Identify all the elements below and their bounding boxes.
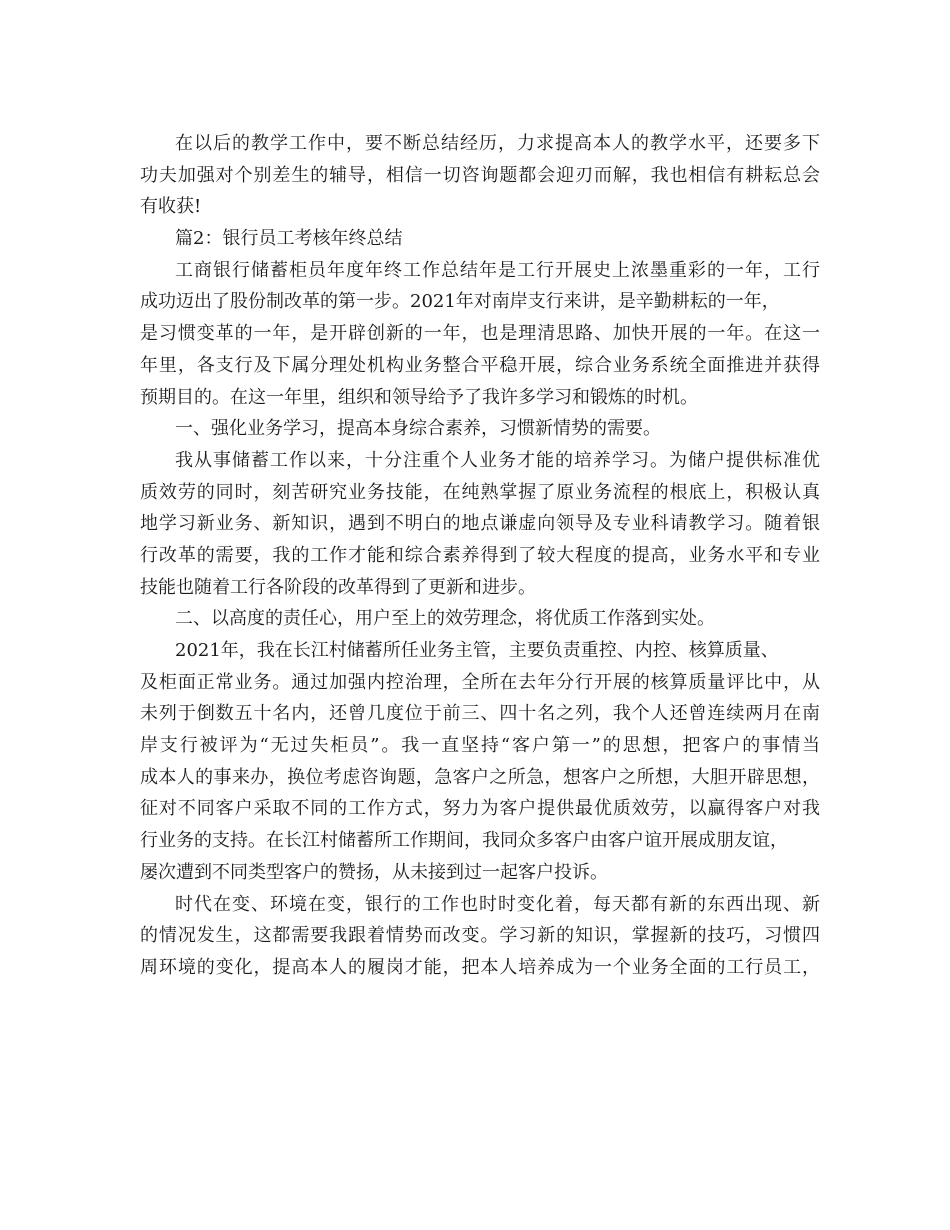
text-line: 2021年，我在长江村储蓄所任业务主管，主要负责重控、内控、核算质量、 <box>175 640 779 661</box>
text-line: 周环境的变化，提高本人的履岗才能，把本人培养成为一个业务全面的工行员工， <box>140 956 820 978</box>
text-line: 未列于倒数五十名内，还曾几度位于前三、四十名之列，我个人还曾连续两月在南 <box>140 703 820 725</box>
text-line: 技能也随着工行各阶段的改革得到了更新和进步。 <box>140 576 536 598</box>
text-line: 在以后的教学工作中，要不断总结经历，力求提高本人的教学水平，还要多下 <box>175 133 820 154</box>
text-line: 工商银行储蓄柜员年度年终工作总结年是工行开展史上浓墨重彩的一年，工行 <box>175 259 820 281</box>
text-line: 有收获! <box>140 196 202 218</box>
text-line: 时代在变、环境在变，银行的工作也时时变化着，每天都有新的东西出现、新 <box>175 893 820 915</box>
text-line: 是习惯变革的一年，是开辟创新的一年，也是理清思路、加快开展的一年。在这一 <box>140 323 820 345</box>
text-line: 成功迈出了股份制改革的第一步。2021年对南岸支行来讲，是辛勤耕耘的一年， <box>140 291 780 313</box>
text-line: 质效劳的同时，刻苦研究业务技能，在纯熟掌握了原业务流程的根底上，积极认真 <box>140 481 820 503</box>
text-line: 地学习新业务、新知识，遇到不明白的地点谦虚向领导及专业科请教学习。随着银 <box>140 513 820 535</box>
text-line: 行改革的需要，我的工作才能和综合素养得到了较大程度的提高，业务水平和专业 <box>140 544 820 566</box>
text-line: 行业务的支持。在长江村储蓄所工作期间，我同众多客户由客户谊开展成朋友谊， <box>140 830 788 852</box>
section-heading: 篇2：银行员工考核年终总结 <box>175 228 403 250</box>
text-line: 年里，各支行及下属分理处机构业务整合平稳开展，综合业务系统全面推进并获得 <box>140 354 820 376</box>
text-line: 岸支行被评为“无过失柜员”。我一直坚持“客户第一”的思想，把客户的事情当 <box>140 735 820 757</box>
text-line: 功夫加强对个别差生的辅导，相信一切咨询题都会迎刃而解，我也相信有耕耘总会 <box>140 164 820 186</box>
document-body <box>140 128 820 984</box>
text-line: 预期目的。在这一年里，组织和领导给予了我许多学习和锻炼的时机。 <box>140 386 698 408</box>
subheading: 一、强化业务学习，提高本身综合素养，习惯新情势的需要。 <box>175 418 661 440</box>
text-line: 成本人的事来办，换位考虑咨询题，急客户之所急，想客户之所想，大胆开辟思想， <box>140 766 820 788</box>
text-line: 屡次遭到不同类型客户的赞扬，从未接到过一起客户投诉。 <box>140 861 608 883</box>
text-line: 我从事储蓄工作以来，十分注重个人业务才能的培养学习。为储户提供标准优 <box>175 449 820 471</box>
text-line: 征对不同客户采取不同的工作方式，努力为客户提供最优质效劳，以赢得客户对我 <box>140 798 820 820</box>
text-line: 的情况发生，这都需要我跟着情势而改变。学习新的知识，掌握新的技巧，习惯四 <box>140 925 820 947</box>
text-line: 及柜面正常业务。通过加强内控治理，全所在去年分行开展的核算质量评比中，从 <box>140 671 820 693</box>
subheading: 二、以高度的责任心，用户至上的效劳理念，将优质工作落到实处。 <box>175 608 715 630</box>
